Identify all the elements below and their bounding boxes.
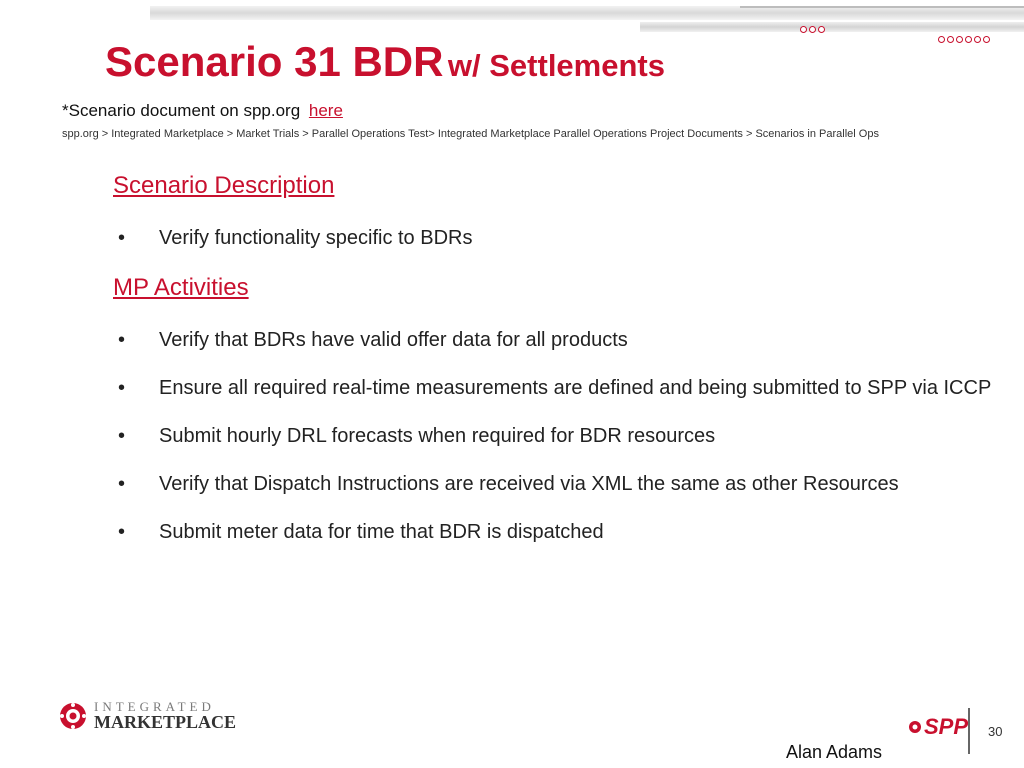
title-sub: w/ Settlements [447,48,665,83]
bullet-icon: • [118,227,126,249]
presenter-name: Alan Adams [786,742,883,762]
marketplace-wheel-icon [58,701,88,731]
list-item-text: Submit meter data for time that BDR is dispatched [159,521,604,543]
bullet-icon: • [118,473,126,495]
page-number: 30 [988,724,1003,739]
header-decoration-lower [640,22,1024,32]
breadcrumb-path: spp.org > Integrated Marketplace > Market Trials > Parallel Operations Test> Integrated Marketplace Parallel Operations Project Documents > Scenarios in Parallel Ops [62,128,879,140]
list-item [118,223,998,254]
integrated-marketplace-logo [58,700,236,731]
spp-text: SPP [924,714,969,739]
here-link[interactable]: here [308,101,343,120]
scenario-description-list [118,223,998,254]
decor-dots-small [800,26,825,33]
doc-note-text: *Scenario document on spp.org [62,101,301,120]
section-heading-mp-activities: MP Activities [113,274,249,301]
slide-title [105,38,665,86]
title-main: Scenario 31 BDR [105,38,444,85]
list-item [118,421,998,452]
list-item-text: Verify that Dispatch Instructions are received via XML the same as other Resources [159,473,899,495]
logo-text-bottom: MARKETPLACE [94,712,237,732]
list-item [118,469,998,500]
footer-divider [968,708,970,754]
section-heading-scenario-description: Scenario Description [113,172,335,199]
header-decoration-line [740,6,1024,8]
list-item-text: Verify functionality specific to BDRs [159,227,473,249]
spp-logo [908,714,968,740]
bullet-icon: • [118,425,126,447]
list-item-text: Verify that BDRs have valid offer data for all products [159,329,628,351]
list-item-text: Ensure all required real-time measurements are defined and being submitted to SPP via ICCP [159,377,992,399]
bullet-icon: • [118,329,126,351]
scenario-doc-note [62,101,343,121]
mp-activities-list [118,325,998,548]
list-item [118,517,998,548]
logo-text-top: INTEGRATED [94,699,215,714]
list-item [118,373,998,404]
bullet-icon: • [118,521,126,543]
list-item [118,325,998,356]
bullet-icon: • [118,377,126,399]
list-item-text: Submit hourly DRL forecasts when required for BDR resources [159,425,716,447]
header-decoration [150,6,1024,20]
spp-mark-icon [908,720,922,734]
decor-dots-large [938,36,990,43]
